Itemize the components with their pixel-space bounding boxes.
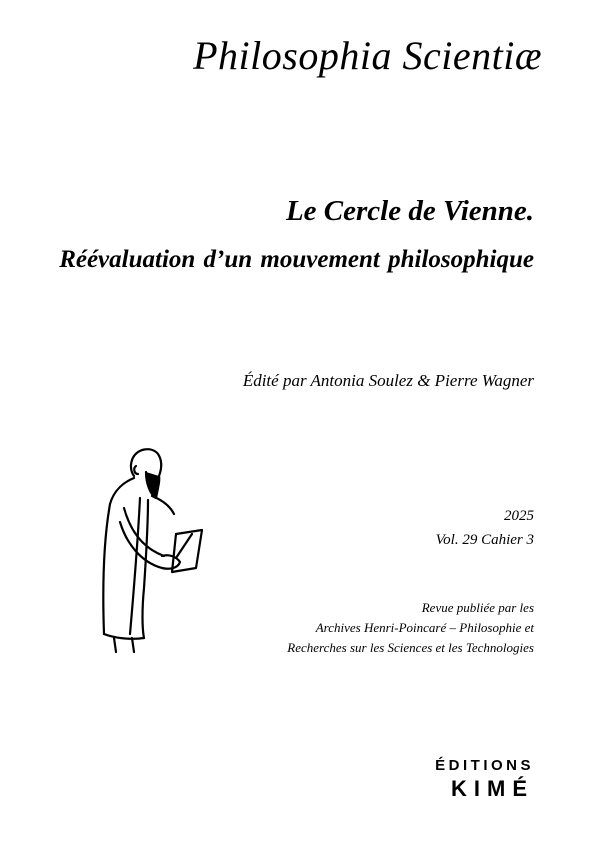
- publisher-logo: [435, 757, 534, 802]
- publisher-note-line: Archives Henri-Poincaré – Philosophie et: [315, 620, 534, 635]
- publication-year: 2025: [504, 508, 534, 524]
- editors-line: Édité par Antonia Soulez & Pierre Wagner: [242, 371, 534, 390]
- volume-issue: Vol. 29 Cahier 3: [435, 532, 534, 548]
- logo-kime: KIMÉ: [451, 776, 534, 801]
- portrait-sketch-image: [84, 438, 214, 658]
- journal-title: Philosophia Scientiæ: [193, 33, 542, 78]
- logo-editions: ÉDITIONS: [435, 757, 534, 774]
- publisher-note-line: Recherches sur les Sciences et les Technologies: [287, 640, 534, 655]
- issue-subtitle: Réévaluation d’un mouvement philosophique: [59, 246, 534, 273]
- publisher-note-line: Revue publiée par les: [421, 600, 534, 615]
- issue-title: Le Cercle de Vienne.: [285, 195, 534, 227]
- publisher-note: [287, 598, 534, 658]
